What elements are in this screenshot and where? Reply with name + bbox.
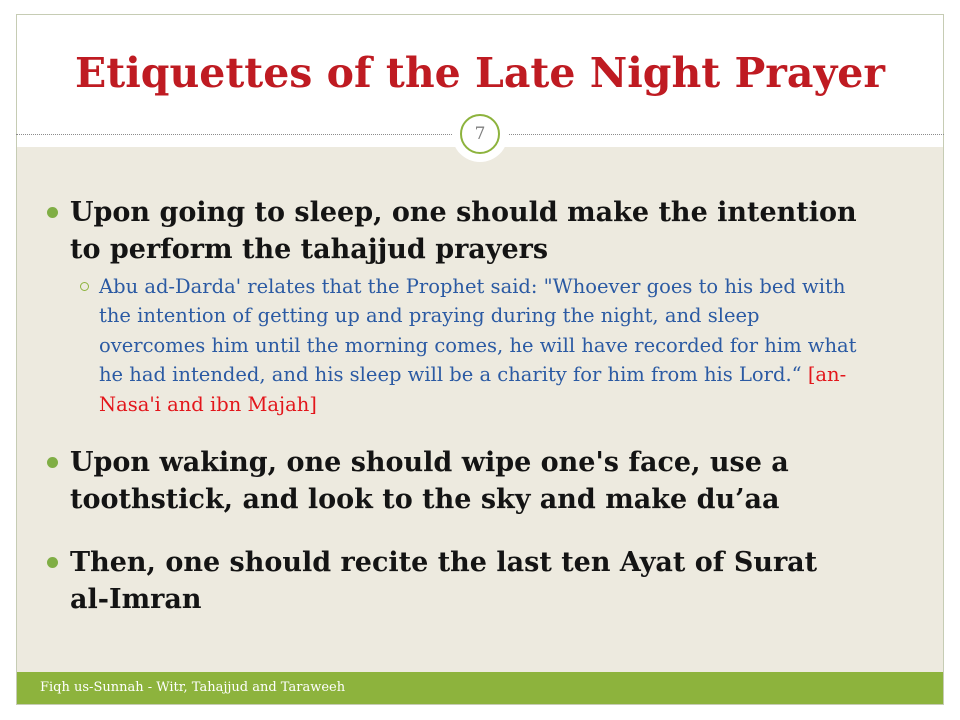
bullet-line: Then, one should recite the last ten Ayat of Surat — [70, 546, 818, 578]
sub-bullet-ring-icon — [80, 282, 89, 291]
slide-number-ring — [460, 114, 500, 154]
bullet-line: to perform the tahajjud prayers — [70, 233, 549, 265]
bullet-line: Upon waking, one should wipe one's face, use a — [70, 446, 789, 478]
footer-bar — [16, 672, 944, 704]
quote-line: Abu ad-Darda' relates that the Prophet said: "Whoever goes to his bed with — [99, 274, 846, 298]
quote-line: the intention of getting up and praying during the night, and sleep — [99, 304, 760, 327]
bullet-line: toothstick, and look to the sky and make du’aa — [70, 483, 780, 515]
footer-text: Fiqh us-Sunnah - Witr, Tahajjud and Taraweeh — [40, 680, 346, 695]
bullet-line: al-Imran — [70, 583, 202, 615]
slide-number-badge — [452, 106, 508, 162]
citation-text: Nasa'i and ibn Majah] — [99, 392, 317, 416]
bullet-text — [70, 444, 789, 518]
bullet-text — [70, 544, 817, 618]
bullet-dot-icon — [47, 207, 58, 218]
sub-bullet-text — [99, 272, 857, 420]
quote-text: he had intended, and his sleep will be a charity for him from his Lord.“ — [99, 363, 802, 386]
citation-text: [an- — [807, 363, 847, 386]
bullet-dot-icon — [47, 557, 58, 568]
slide-title: Etiquettes of the Late Night Prayer — [75, 49, 885, 97]
bullet-text — [70, 194, 857, 268]
quote-line — [99, 360, 857, 390]
quote-line: overcomes him until the morning comes, he will have recorded for him what — [99, 333, 857, 357]
bullet-line: Upon going to sleep, one should make the intention — [70, 196, 857, 228]
slide-number: 7 — [474, 123, 486, 144]
bullet-dot-icon — [47, 457, 58, 468]
